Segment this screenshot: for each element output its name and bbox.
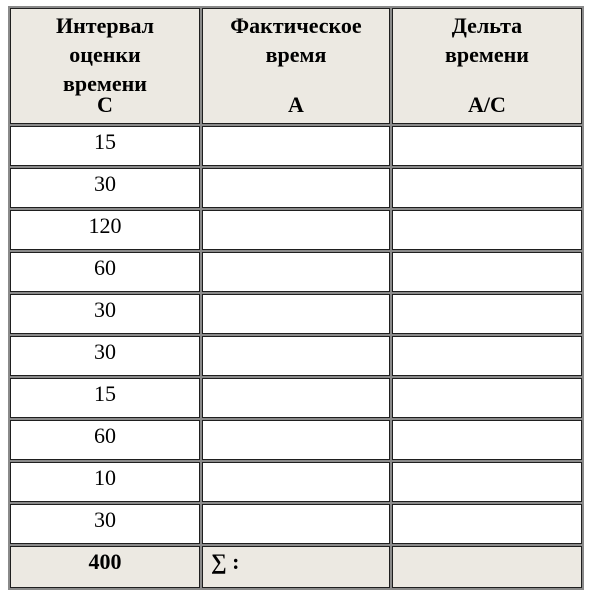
estimate-cell: 10 [10, 462, 200, 502]
column-header-actual [202, 8, 390, 124]
estimate-cell: 30 [10, 294, 200, 334]
table-row [10, 252, 582, 292]
table-header-row [10, 8, 582, 124]
actual-time-cell[interactable] [202, 336, 390, 376]
total-delta-cell[interactable] [392, 546, 582, 588]
delta-cell[interactable] [392, 294, 582, 334]
column-header-line: оценки [69, 42, 141, 67]
estimate-cell: 120 [10, 210, 200, 250]
table-row [10, 504, 582, 544]
column-header-line: времени [63, 71, 147, 96]
total-estimate: 400 [10, 546, 200, 588]
column-header-delta [392, 8, 582, 124]
actual-time-cell[interactable] [202, 210, 390, 250]
column-code: C [97, 92, 113, 117]
estimate-cell: 60 [10, 252, 200, 292]
time-estimate-table [8, 6, 584, 590]
delta-cell[interactable] [392, 378, 582, 418]
delta-cell[interactable] [392, 462, 582, 502]
delta-cell[interactable] [392, 168, 582, 208]
delta-cell[interactable] [392, 126, 582, 166]
delta-cell[interactable] [392, 504, 582, 544]
column-header-line: время [265, 42, 327, 67]
delta-cell[interactable] [392, 210, 582, 250]
actual-time-cell[interactable] [202, 252, 390, 292]
actual-time-cell[interactable] [202, 168, 390, 208]
actual-time-cell[interactable] [202, 378, 390, 418]
actual-time-cell[interactable] [202, 420, 390, 460]
table-row [10, 294, 582, 334]
column-header-line: Интервал [55, 13, 154, 38]
sum-label: ∑ : [211, 549, 240, 574]
total-actual-cell[interactable] [202, 546, 390, 588]
actual-time-cell[interactable] [202, 126, 390, 166]
column-code: A/C [468, 92, 506, 117]
estimate-cell: 60 [10, 420, 200, 460]
delta-cell[interactable] [392, 420, 582, 460]
estimate-cell: 30 [10, 336, 200, 376]
column-code: A [288, 92, 304, 117]
actual-time-cell[interactable] [202, 294, 390, 334]
column-header-line: Дельта [451, 13, 523, 38]
table-row [10, 336, 582, 376]
table-row [10, 168, 582, 208]
table-body [10, 126, 582, 544]
table-row [10, 378, 582, 418]
table-row [10, 126, 582, 166]
table-row [10, 210, 582, 250]
actual-time-cell[interactable] [202, 504, 390, 544]
total-row [10, 546, 582, 588]
table-row [10, 420, 582, 460]
delta-cell[interactable] [392, 336, 582, 376]
estimate-cell: 30 [10, 504, 200, 544]
column-header-estimate [10, 8, 200, 124]
estimate-cell: 15 [10, 126, 200, 166]
column-header-line: Фактическое [230, 13, 362, 38]
estimate-cell: 15 [10, 378, 200, 418]
actual-time-cell[interactable] [202, 462, 390, 502]
table-row [10, 462, 582, 502]
column-header-line: времени [444, 42, 529, 67]
estimate-cell: 30 [10, 168, 200, 208]
delta-cell[interactable] [392, 252, 582, 292]
